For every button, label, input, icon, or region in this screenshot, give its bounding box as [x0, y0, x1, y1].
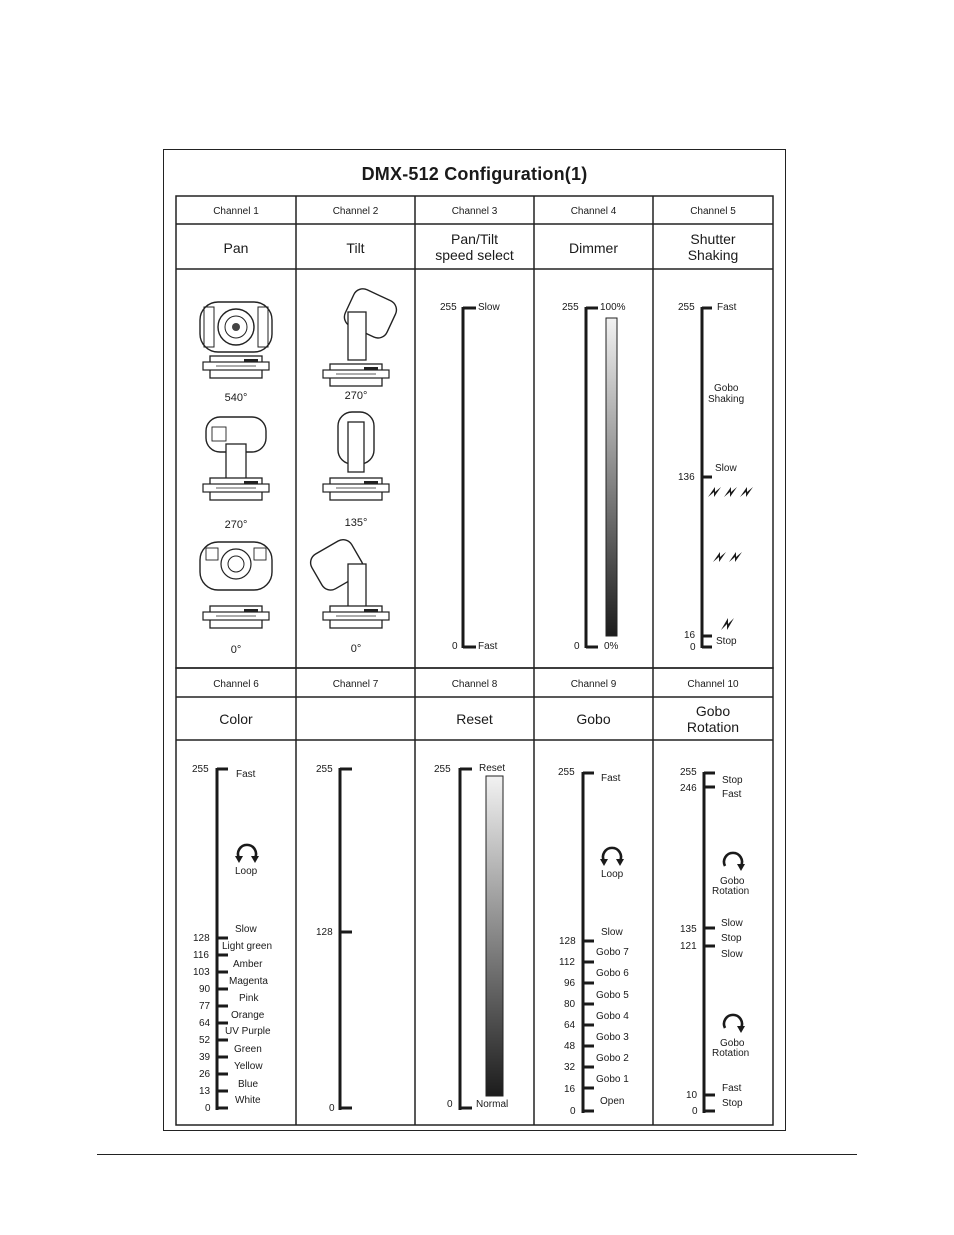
- tilt-fixture-135: [323, 412, 389, 500]
- scale-label: Gobo: [714, 383, 739, 394]
- pan-fixture-270: [203, 417, 269, 500]
- scale-value: 52: [199, 1035, 211, 1046]
- gobo-label: Open: [600, 1096, 625, 1107]
- gobo-label: Gobo 6: [596, 968, 629, 979]
- scale-value: 246: [680, 783, 697, 794]
- pan-caption: 0°: [230, 644, 242, 656]
- scale-value: 0: [447, 1099, 453, 1110]
- scale-label: Fast: [478, 641, 498, 652]
- scale-value: 136: [678, 472, 695, 483]
- channel-name: Dimmer: [569, 240, 618, 256]
- scale-value: 48: [564, 1041, 576, 1052]
- scale-label: Slow: [235, 924, 257, 935]
- scale-label: Fast: [722, 789, 742, 800]
- gobo-label: Gobo 3: [596, 1032, 629, 1043]
- scale-value: 39: [199, 1052, 211, 1063]
- gobo-label: Gobo 2: [596, 1053, 629, 1064]
- scale-value: 103: [193, 967, 210, 978]
- channel-label: Channel 8: [451, 679, 498, 690]
- gobo-label: Gobo 1: [596, 1074, 629, 1085]
- color-label: Orange: [231, 1010, 265, 1021]
- channel-label: Channel 2: [332, 206, 379, 217]
- scale-value: 128: [316, 927, 333, 938]
- scale-value: 0: [452, 641, 458, 652]
- page-title: DMX-512 Configuration(1): [361, 164, 588, 184]
- scale-value: 128: [559, 936, 576, 947]
- scale-label: Slow: [721, 918, 743, 929]
- channel-label: Channel 1: [213, 206, 259, 217]
- scale-label: Slow: [721, 949, 743, 960]
- channel-name: Color: [219, 711, 253, 727]
- scale-value: 64: [199, 1018, 211, 1029]
- scale-value: 96: [564, 978, 576, 989]
- scale-value: 255: [192, 764, 209, 775]
- tilt-fixture-0: [307, 536, 389, 628]
- rotation-label: Gobo: [720, 876, 745, 887]
- gobo-label: Gobo 5: [596, 990, 629, 1001]
- scale-value: 0: [690, 642, 696, 653]
- scale-value: 0: [692, 1106, 698, 1117]
- scale-label: 0%: [604, 641, 619, 652]
- scale-label: Slow: [601, 927, 623, 938]
- scale-value: 255: [678, 302, 695, 313]
- channel-label: Channel 3: [451, 206, 498, 217]
- scale-label: Fast: [722, 1083, 742, 1094]
- scale-label: Stop: [722, 1098, 743, 1109]
- loop-label: Loop: [235, 866, 258, 877]
- scale-value: 112: [559, 957, 575, 968]
- channel-label: Channel 9: [570, 679, 617, 690]
- scale-value: 121: [680, 941, 697, 952]
- channel-name: Reset: [456, 711, 493, 727]
- scale-label: Slow: [478, 302, 500, 313]
- scale-value: 16: [564, 1084, 576, 1095]
- tilt-caption: 135°: [344, 517, 368, 529]
- scale-label: Fast: [717, 302, 737, 313]
- scale-label: Stop: [716, 636, 737, 647]
- gobo-label: Gobo 7: [596, 947, 629, 958]
- scale-value: 80: [564, 999, 576, 1010]
- scale-label: Fast: [601, 773, 621, 784]
- scale-label: 100%: [600, 302, 626, 313]
- color-label: Yellow: [234, 1061, 263, 1072]
- scale-value: 16: [684, 630, 696, 641]
- rotation-label: Rotation: [712, 886, 750, 897]
- scale-value: 32: [564, 1062, 576, 1073]
- loop-label: Loop: [601, 869, 624, 880]
- channel-name-line: Shaking: [687, 247, 739, 263]
- channel-label: Channel 10: [687, 679, 739, 690]
- scale-value: 255: [680, 767, 697, 778]
- channel-label: Channel 6: [213, 679, 259, 690]
- pan-caption: 540°: [224, 392, 248, 404]
- scale-label: Reset: [479, 763, 506, 774]
- scale-value: 0: [205, 1103, 211, 1114]
- scale-value: 255: [558, 767, 575, 778]
- scale-value: 255: [440, 302, 457, 313]
- scale-value: 116: [193, 950, 209, 961]
- channel-name-line: Pan/Tilt: [451, 231, 498, 247]
- gobo-label: Gobo 4: [596, 1011, 629, 1022]
- scale-value: 0: [570, 1106, 576, 1117]
- rotation-label: Rotation: [712, 1048, 750, 1059]
- color-label: White: [235, 1095, 261, 1106]
- channel-label: Channel 5: [690, 206, 736, 217]
- scale-label: Fast: [236, 769, 256, 780]
- pan-fixture-0: [200, 542, 272, 628]
- channel-label: Channel 7: [332, 679, 379, 690]
- scale-label: Stop: [722, 775, 743, 786]
- scale-label: Normal: [476, 1099, 509, 1110]
- pan-fixture-540: [200, 302, 272, 378]
- shaking-bolt-icons: [708, 487, 753, 630]
- scale-value: 0: [329, 1103, 335, 1114]
- footer-rule: [97, 1154, 857, 1155]
- color-label: UV Purple: [225, 1026, 271, 1037]
- channel-name: Pan: [223, 240, 249, 256]
- scale-value: 90: [199, 984, 211, 995]
- scale-value: 255: [316, 764, 333, 775]
- reset-gradient-bar: [486, 776, 503, 1096]
- scale-value: 13: [199, 1086, 211, 1097]
- color-label: Blue: [238, 1079, 259, 1090]
- tilt-caption: 270°: [344, 390, 368, 402]
- scale-value: 128: [193, 933, 210, 944]
- color-label: Green: [234, 1044, 262, 1055]
- channel-name-line: Gobo: [695, 703, 731, 719]
- scale-value: 255: [562, 302, 579, 313]
- tilt-fixture-270: [323, 286, 400, 386]
- scale-value: 135: [680, 924, 697, 935]
- scale-label: Stop: [721, 933, 742, 944]
- channel-name: Tilt: [346, 240, 365, 256]
- scale-value: 255: [434, 764, 451, 775]
- channel-name-line: speed select: [435, 247, 514, 263]
- pan-caption: 270°: [224, 519, 248, 531]
- scale-value: 26: [199, 1069, 211, 1080]
- scale-value: 10: [686, 1090, 698, 1101]
- color-label: Amber: [233, 959, 263, 970]
- channel-name-line: Shutter: [690, 231, 736, 247]
- scale-value: 0: [574, 641, 580, 652]
- color-label: Pink: [239, 993, 259, 1004]
- scale-label: Shaking: [708, 394, 745, 405]
- scale-value: 77: [199, 1001, 211, 1012]
- color-label: Light green: [222, 941, 273, 952]
- scale-label: Slow: [715, 463, 737, 474]
- color-label: Magenta: [229, 976, 268, 987]
- scale-value: 64: [564, 1020, 576, 1031]
- dimmer-gradient-bar: [606, 318, 617, 636]
- channel-name-line: Rotation: [686, 719, 740, 735]
- rotation-label: Gobo: [720, 1038, 745, 1049]
- channel-label: Channel 4: [570, 206, 617, 217]
- channel-name: Gobo: [576, 711, 611, 727]
- tilt-caption: 0°: [350, 643, 362, 655]
